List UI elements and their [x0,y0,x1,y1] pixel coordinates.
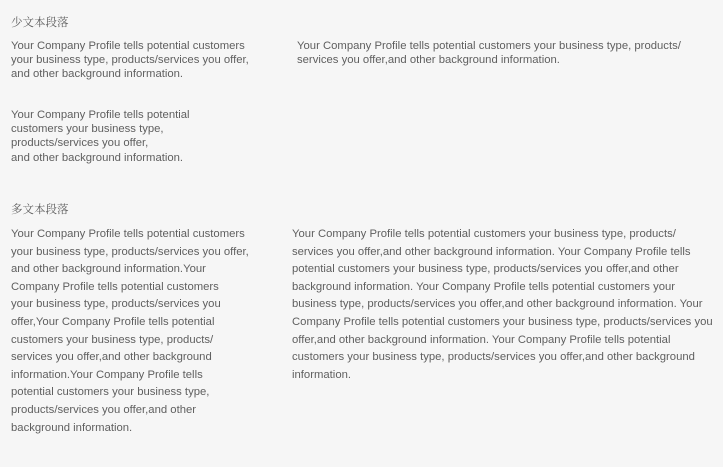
many-text-section-title: 多文本段落 [11,202,69,216]
short-paragraph-left: Your Company Profile tells potential customers your business type, products/services you offer, and other background information. [11,40,249,81]
short-paragraph-right: Your Company Profile tells potential customers your business type, products/ services you offer,and other background information. [297,40,681,67]
long-paragraph-right: Your Company Profile tells potential customers your business type, products/ services you offer,and other background information. Your Company Profile tells potential customers your business type, products/services you offer,and other background information. Your Company Profile tells potential customers your business type, products/services you offer,and other background information. Your Company Profile tells potential customers your business type, products/services you offer,and other background information. Your Company Profile tells potential customers your business type, products/services you offer,and other background information. [292,228,713,381]
long-paragraph-left: Your Company Profile tells potential customers your business type, products/services you offer, and other background information.Your Company Profile tells potential customers your business type, products/services you offer,Your Company Profile tells potential customers your business type, products/ services you offer,and other background information.Your Company Profile tells potential customers your business type, products/services you offer,and other background information. [11,228,249,434]
short-paragraph-narrow: Your Company Profile tells potential customers your business type, products/services you offer, and other background information. [11,109,190,164]
few-text-section-title: 少文本段落 [11,15,69,29]
